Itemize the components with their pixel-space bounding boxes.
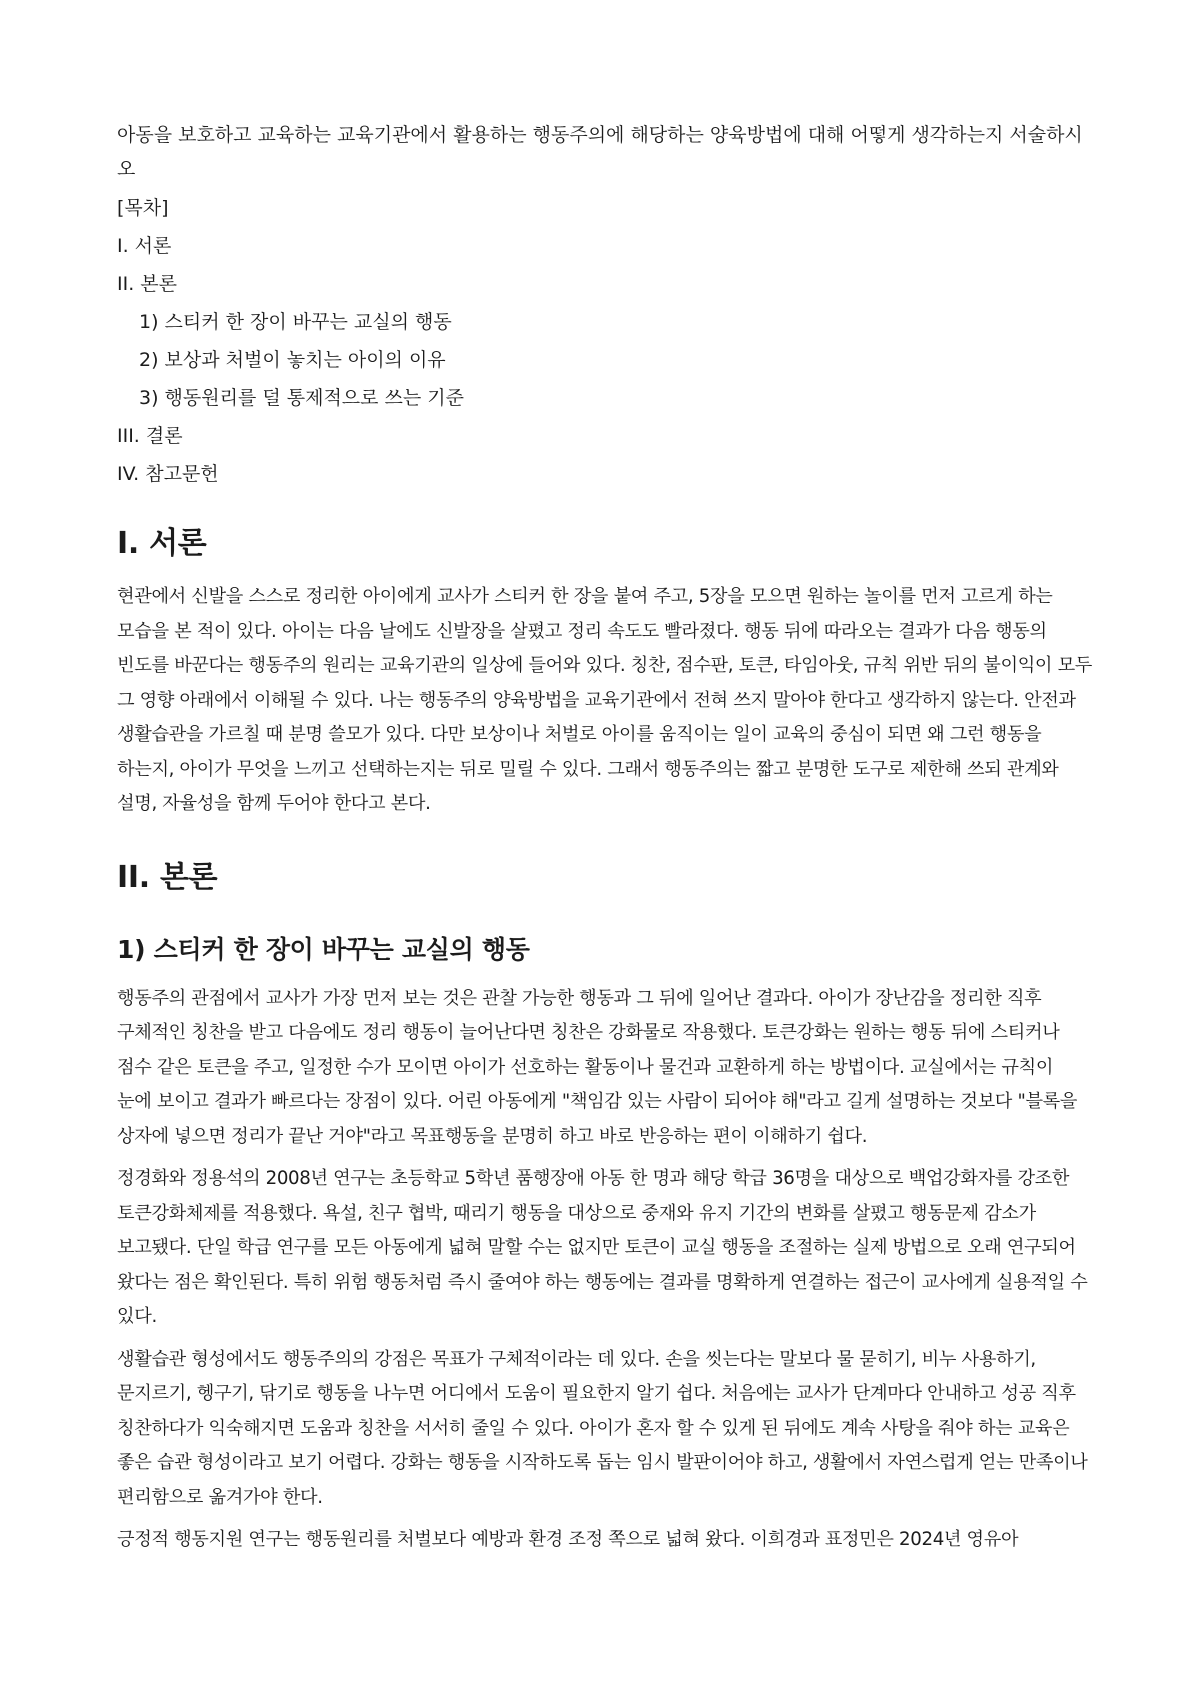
body-paragraph-1: 행동주의 관점에서 교사가 가장 먼저 보는 것은 관찰 가능한 행동과 그 뒤에 일어난 결과다. 아이가 장난감을 정리한 직후 구체적인 칭찬을 받고 다음에도 정리 행동이 늘어난다면 칭찬은 강화물로 작용했다. 토큰강화는 원하는 행동 뒤에 스티커나 점수 같은 토큰을 주고, 일정한 수가 모이면 아이가 선호하는 활동이나 물건과 교환하게 하는 방법이다. 교실에서는 규칙이 눈에 보이고 결과가 빠르다는 장점이 있다. 어린 아동에게 "책임감 있는 사람이 되어야 해"라고 길게 설명하는 것보다 "블록을 상자에 넣으면 정리가 끝난 거야"라고 목표행동을 분명히 하고 바로 반응하는 편이 이해하기 쉽다. — [117, 987, 1078, 1147]
body-paragraph-2: 정경화와 정용석의 2008년 연구는 초등학교 5학년 품행장애 아동 한 명과 해당 학급 36명을 대상으로 백업강화자를 강조한 토큰강화체제를 적용했다. 욕설, 친구 협박, 때리기 행동을 대상으로 중재와 유지 기간의 변화를 살폈고 행동문제 감소가 보고됐다. 단일 학급 연구를 모든 아동에게 넓혀 말할 수는 없지만 토큰이 교실 행동을 조절하는 실제 방법으로 오래 연구되어 왔다는 점은 확인된다. 특히 위험 행동처럼 즉시 줄여야 하는 행동에는 결과를 명확하게 연결하는 접근이 교사에게 실용적일 수 있다. — [117, 1168, 1088, 1327]
intro-paragraph: 현관에서 신발을 스스로 정리한 아이에게 교사가 스티커 한 장을 붙여 주고, 5장을 모으면 원하는 놀이를 먼저 고르게 하는 모습을 본 적이 있다. 아이는 다음 날에도 신발장을 살폈고 정리 속도도 빨라졌다. 행동 뒤에 따라오는 결과가 다음 행동의 빈도를 바꾼다는 행동주의 원리는 교육기관의 일상에 들어와 있다. 칭찬, 점수판, 토큰, 타임아웃, 규칙 위반 뒤의 불이익이 모두 그 영향 아래에서 이해될 수 있다. 나는 행동주의 양육방법을 교육기관에서 전혀 쓰지 말아야 한다고 생각하지 않는다. 안전과 생활습관을 가르칠 때 분명 쓸모가 있다. 다만 보상이나 처벌로 아이를 움직이는 일이 교육의 중심이 되면 왜 그런 행동을 하는지, 아이가 무엇을 느끼고 선택하는지는 뒤로 밀릴 수 있다. 그래서 행동주의는 짧고 분명한 도구로 제한해 쓰되 관계와 설명, 자율성을 함께 두어야 한다고 본다. — [117, 586, 1093, 814]
toc-item-body-sub2: 2) 보상과 처벌이 놓치는 아이의 이유 — [139, 349, 446, 371]
body-paragraph-4: 긍정적 행동지원 연구는 행동원리를 처벌보다 예방과 환경 조정 쪽으로 넓혀 왔다. 이희경과 표정민은 2024년 영유아 — [117, 1529, 1019, 1550]
toc-item-conclusion: III. 결론 — [117, 425, 183, 447]
table-of-contents — [117, 194, 1092, 488]
toc-item-references: IV. 참고문헌 — [117, 463, 219, 485]
body-paragraph-3: 생활습관 형성에서도 행동주의의 강점은 목표가 구체적이라는 데 있다. 손을 씻는다는 말보다 물 묻히기, 비누 사용하기, 문지르기, 헹구기, 닦기로 행동을 나누면 어디에서 도움이 필요한지 알기 쉽다. 처음에는 교사가 단계마다 안내하고 성공 직후 칭찬하다가 익숙해지면 도움과 칭찬을 서서히 줄일 수 있다. 아이가 혼자 할 수 있게 된 뒤에도 계속 사탕을 줘야 하는 교육은 좋은 습관 형성이라고 보기 어렵다. 강화는 행동을 시작하도록 돕는 임시 발판이어야 하고, 생활에서 자연스럽게 얻는 만족이나 편리함으로 옮겨가야 한다. — [117, 1348, 1088, 1508]
section-heading-intro: I. 서론 — [117, 526, 207, 561]
document-title: 아동을 보호하고 교육하는 교육기관에서 활용하는 행동주의에 해당하는 양육방법에 대해 어떻게 생각하는지 서술하시오 — [117, 124, 1083, 180]
toc-item-body-sub3: 3) 행동원리를 덜 통제적으로 쓰는 기준 — [139, 387, 465, 409]
subsection-heading-1: 1) 스티커 한 장이 바꾸는 교실의 행동 — [117, 934, 530, 964]
toc-heading: [목차] — [117, 197, 169, 219]
section-heading-body: II. 본론 — [117, 859, 218, 895]
toc-item-body: II. 본론 — [117, 273, 177, 295]
toc-item-intro: I. 서론 — [117, 235, 172, 257]
toc-item-body-sub1: 1) 스티커 한 장이 바꾸는 교실의 행동 — [139, 311, 452, 333]
